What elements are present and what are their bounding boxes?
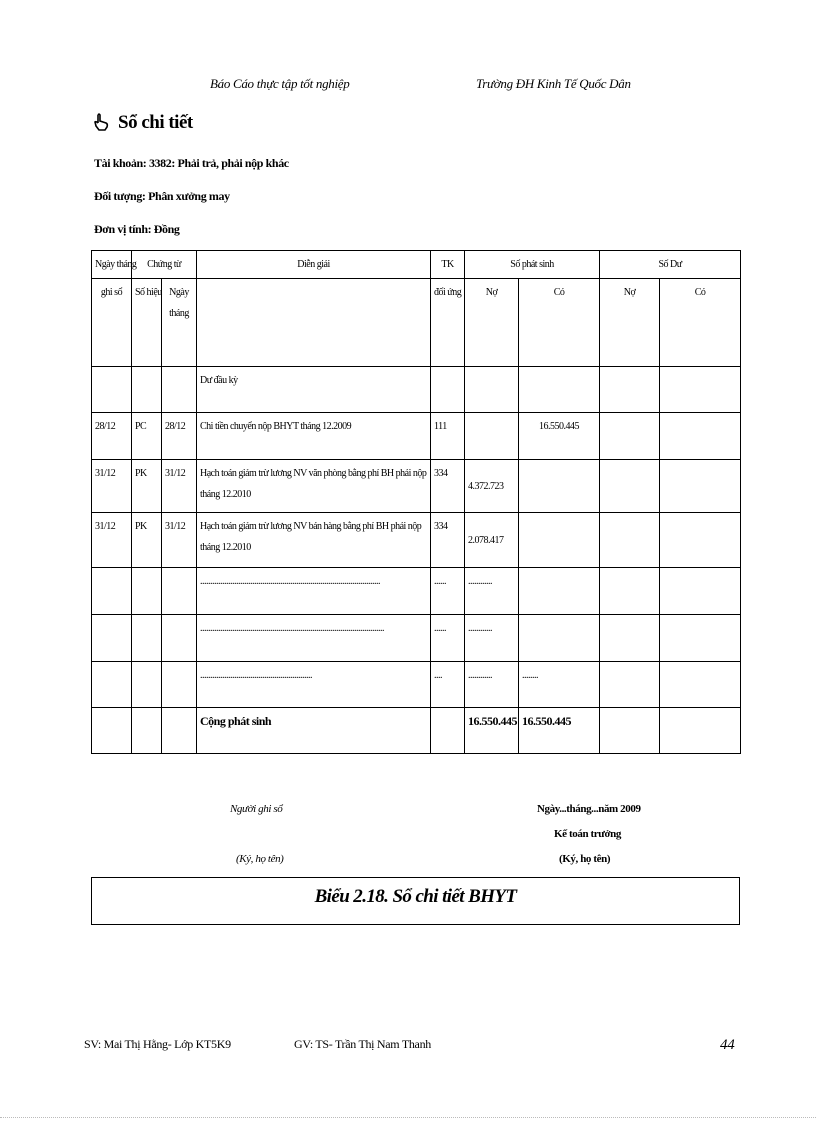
cell-credit [519, 367, 600, 413]
ledger-table [91, 250, 741, 754]
hdr-debit: Nợ [465, 279, 519, 367]
cell-debit: ............ [465, 662, 519, 708]
cell-tk: ...... [431, 615, 465, 662]
cell-date [92, 662, 132, 708]
cell-desc: Chi tiền chuyển nộp BHYT tháng 12.2009 [197, 413, 431, 460]
cell-debit: 4.372.723 [465, 460, 519, 513]
cell-no [132, 662, 162, 708]
hdr-desc-empty [197, 279, 431, 367]
hdr-bal-debit: Nợ [600, 279, 660, 367]
cell-no: PK [132, 513, 162, 568]
cell-vdate [162, 367, 197, 413]
cell-tk: 334 [431, 460, 465, 513]
cell-debit: 2.078.417 [465, 513, 519, 568]
hdr-voucher: Chứng từ [132, 251, 197, 279]
cell-bal-debit [600, 460, 660, 513]
cell-credit: 16.550.445 [519, 413, 600, 460]
table-row [92, 460, 741, 513]
cell-bal-credit [660, 367, 741, 413]
header-row-2 [92, 279, 741, 367]
cell-vdate [162, 662, 197, 708]
total-credit: 16.550.445 [519, 708, 600, 754]
cell-vdate [162, 708, 197, 754]
cell-credit [519, 615, 600, 662]
table-row [92, 662, 741, 708]
cell-credit: ........ [519, 662, 600, 708]
cell-tk: 111 [431, 413, 465, 460]
cell-no [132, 708, 162, 754]
cell-vdate [162, 568, 197, 615]
cell-debit: ............ [465, 568, 519, 615]
cell-desc: .......................................................................................... [197, 568, 431, 615]
cell-date [92, 367, 132, 413]
cell-bal-debit [600, 413, 660, 460]
cell-vdate: 28/12 [162, 413, 197, 460]
cell-credit [519, 460, 600, 513]
table-row [92, 413, 741, 460]
table-row [92, 568, 741, 615]
section-heading [94, 112, 193, 136]
signer-right-title: Kế toán trưởng [554, 828, 621, 840]
cell-desc: ........................................................ [197, 662, 431, 708]
cell-desc: Hạch toán giảm trừ lương NV văn phòng bằng phí BH phải nộp tháng 12.2010 [197, 460, 431, 513]
caption-text: Biểu 2.18. Sổ chi tiết BHYT [314, 886, 517, 907]
account-line: Tài khoản: 3382: Phải trả, phải nộp khác [94, 156, 289, 170]
cell-bal-credit [660, 708, 741, 754]
cell-desc: ............................................................................................ [197, 615, 431, 662]
cell-bal-debit [600, 708, 660, 754]
cell-date: 31/12 [92, 513, 132, 568]
cell-date: 31/12 [92, 460, 132, 513]
hdr-arising: Số phát sinh [465, 251, 600, 279]
unit-line: Đơn vị tính: Đồng [94, 222, 180, 236]
footer-teacher: GV: TS- Trần Thị Nam Thanh [294, 1037, 431, 1051]
cell-vdate [162, 615, 197, 662]
cell-bal-debit [600, 513, 660, 568]
header-right: Trường ĐH Kinh Tế Quốc Dân [476, 76, 631, 91]
cell-tk: 334 [431, 513, 465, 568]
cell-bal-credit [660, 615, 741, 662]
total-label: Cộng phát sinh [197, 708, 431, 754]
page-edge-divider [0, 1117, 816, 1118]
table-row [92, 513, 741, 568]
cell-credit [519, 513, 600, 568]
cell-vdate: 31/12 [162, 460, 197, 513]
hdr-voucher-date: Ngày tháng [162, 279, 197, 367]
cell-vdate: 31/12 [162, 513, 197, 568]
signer-right-date: Ngày...tháng...năm 2009 [537, 803, 641, 815]
hdr-date: Ngày tháng [92, 251, 132, 279]
hdr-bal-credit: Có [660, 279, 741, 367]
cell-bal-credit [660, 662, 741, 708]
cell-bal-credit [660, 568, 741, 615]
hdr-voucher-no: Số hiệu [132, 279, 162, 367]
cell-tk [431, 708, 465, 754]
cell-no [132, 367, 162, 413]
cell-desc: Dư đầu kỳ [197, 367, 431, 413]
cell-tk [431, 367, 465, 413]
signer-left-note: (Ký, họ tên) [236, 853, 284, 865]
cell-date: 28/12 [92, 413, 132, 460]
cell-no: PK [132, 460, 162, 513]
page-number: 44 [720, 1037, 735, 1053]
cell-no [132, 615, 162, 662]
hdr-tk: TK [431, 251, 465, 279]
object-line: Đối tượng: Phân xưởng may [94, 189, 230, 203]
cell-no: PC [132, 413, 162, 460]
cell-debit [465, 367, 519, 413]
total-row [92, 708, 741, 754]
caption-box [91, 877, 740, 925]
cell-debit [465, 413, 519, 460]
cell-tk: ...... [431, 568, 465, 615]
hdr-balance: Số Dư [600, 251, 741, 279]
cell-date [92, 708, 132, 754]
cell-bal-debit [600, 662, 660, 708]
pointing-hand-icon [94, 113, 110, 136]
hdr-desc: Diễn giải [197, 251, 431, 279]
footer-student: SV: Mai Thị Hằng- Lớp KT5K9 [84, 1037, 231, 1051]
cell-date [92, 568, 132, 615]
cell-bal-credit [660, 513, 741, 568]
cell-tk: .... [431, 662, 465, 708]
cell-debit: ............ [465, 615, 519, 662]
total-debit: 16.550.445 [465, 708, 519, 754]
cell-desc: Hạch toán giảm trừ lương NV bán hàng bằng phí BH phải nộp tháng 12.2010 [197, 513, 431, 568]
table-row [92, 615, 741, 662]
section-title: Sổ chi tiết [118, 112, 193, 133]
cell-bal-credit [660, 413, 741, 460]
hdr-credit: Có [519, 279, 600, 367]
cell-bal-credit [660, 460, 741, 513]
hdr-tk-sub: đối ứng [431, 279, 465, 367]
table-row [92, 367, 741, 413]
header-row-1 [92, 251, 741, 279]
cell-bal-debit [600, 568, 660, 615]
header-left: Báo Cáo thực tập tốt nghiệp [210, 76, 350, 91]
cell-no [132, 568, 162, 615]
signer-left-title: Người ghi sổ [230, 803, 283, 815]
hdr-date-sub: ghi sổ [92, 279, 132, 367]
cell-bal-debit [600, 615, 660, 662]
cell-bal-debit [600, 367, 660, 413]
signer-right-note: (Ký, họ tên) [559, 853, 611, 865]
cell-credit [519, 568, 600, 615]
cell-date [92, 615, 132, 662]
